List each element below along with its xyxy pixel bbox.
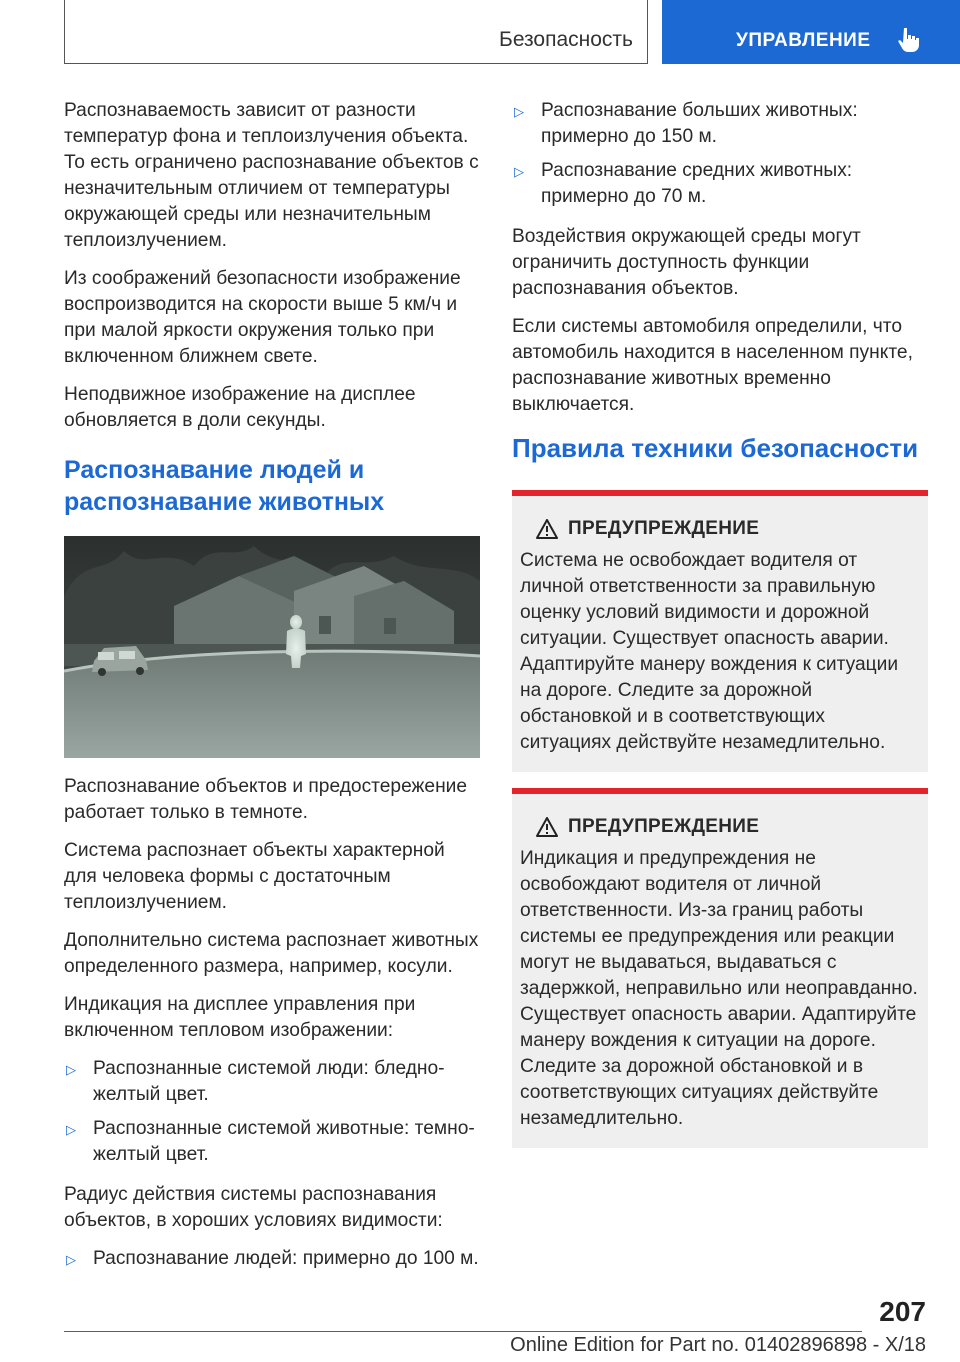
warning-title: ПРЕДУПРЕЖДЕНИЕ [568,518,760,539]
hand-pointer-icon [896,26,922,52]
paragraph: Радиус действия системы распознавания объектов, в хороших условиях видимости: [64,1184,443,1231]
page-number: 207 [879,1296,926,1327]
list-item: ▷ Распознанные системой животные: темно-желтый цвет. [66,1118,475,1165]
list-item: ▷ Распознавание больших животных: примерно до 150 м. [514,100,858,147]
right-column [512,98,928,1164]
warning-title: ПРЕДУПРЕЖДЕНИЕ [568,816,760,837]
list-item: ▷ Распознавание людей: примерно до 100 м. [64,1246,480,1272]
warning-text: Система не освобождает водителя от личной ответственности за правильную оценку условий видимости и дорожной ситуации. Существует опасность аварии. Адаптируйте манеру вождения к ситуации на дороге. Следите за дорожной обстановкой и в соответствующих ситуациях действуйте незамедлительно. [520,550,899,753]
list-item: ▷ Распознанные системой люди: бледно-желтый цвет. [66,1058,445,1105]
thermal-night-image [64,536,480,758]
warning-header [520,810,918,844]
bullet-list [512,98,928,210]
left-column [64,98,480,1286]
paragraph: Воздействия окружающей среды могут ограничить доступность функции распознавания объектов. [512,226,861,299]
paragraph: Дополнительно система распознает животных определенного размера, например, косули. [64,930,479,977]
bullet-list [64,1246,480,1272]
paragraph: Если системы автомобиля определили, что автомобиль находится в населенном пункте, распознавание животных временно выключается. [512,316,913,415]
bullet-list [64,1056,480,1168]
warning-box [512,496,928,772]
section-heading: Правила техники безопасности [512,433,919,463]
paragraph: Из соображений безопасности изображение воспроизводится на скорости выше 5 км/ч и при малой яркости окружения только при включенном ближнем свете. [64,268,461,367]
list-item: ▷ Распознавание средних животных: примерно до 70 м. [514,160,853,207]
header-section-title: Безопасность [499,28,633,51]
header-chapter-tab [662,0,960,64]
paragraph: Распознаваемость зависит от разности температур фона и теплоизлучения объекта. То есть ограничено распознавание объектов с незначительным отличием от температуры окружающей среды или незначительным теплоизлучением. [64,100,479,251]
paragraph: Неподвижное изображение на дисплее обновляется в доли секунды. [64,384,416,431]
header-chapter-title: УПРАВЛЕНИЕ [736,30,871,51]
warning-box [512,794,928,1148]
footer-edition: Online Edition for Part no. 01402896898 - X/18 [510,1334,926,1356]
triangle-bullet-icon: ▷ [66,1122,76,1137]
warning-text: Индикация и предупреждения не освобождают водителя от личной ответственности. Из-за границ работы системы ее предупреждения или реакции могут не выдаваться, выдаваться с задержкой, неправильно или неоправданно. Существует опасность аварии. Адаптируйте манеру вождения к ситуации на дороге. Следите за дорожной обстановкой и в соответствующих ситуациях действуйте незамедлительно. [520,848,918,1129]
paragraph: Система распознает объекты характерной для человека формы с достаточным теплоизлучением. [64,840,445,913]
header-section-box [64,0,648,64]
warning-header [520,512,918,546]
warning-triangle-icon [536,519,558,539]
triangle-bullet-icon: ▷ [66,1252,76,1267]
warning-triangle-icon [536,817,558,837]
section-heading: Распознавание людей и распознавание животных [64,456,385,516]
triangle-bullet-icon: ▷ [514,104,524,119]
paragraph: Индикация на дисплее управления при включенном тепловом изображении: [64,994,416,1041]
triangle-bullet-icon: ▷ [66,1062,76,1077]
triangle-bullet-icon: ▷ [514,164,524,179]
footer-divider [64,1331,862,1332]
paragraph: Распознавание объектов и предостережение работает только в темноте. [64,776,468,823]
